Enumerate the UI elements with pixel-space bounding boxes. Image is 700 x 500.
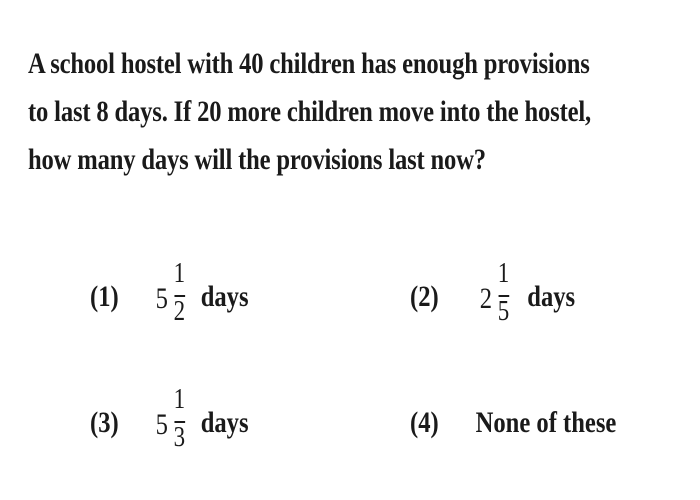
option-2-denominator: 5 bbox=[497, 296, 510, 327]
option-2-unit: days bbox=[527, 280, 576, 313]
option-3-whole: 5 bbox=[155, 408, 168, 441]
option-4-text: None of these bbox=[475, 406, 617, 439]
option-2-label: (2) bbox=[410, 280, 439, 313]
option-4-label: (4) bbox=[410, 406, 439, 439]
question-line-3: how many days will the provisions last now? bbox=[28, 143, 486, 176]
question-line-2: to last 8 days. If 20 more children move into the hostel, bbox=[28, 95, 592, 128]
option-3-label: (3) bbox=[90, 406, 119, 439]
option-1-label: (1) bbox=[90, 280, 119, 313]
option-2-whole: 2 bbox=[479, 282, 492, 315]
option-3-numerator: 1 bbox=[173, 384, 186, 415]
option-1-unit: days bbox=[200, 280, 249, 313]
option-3-denominator: 3 bbox=[173, 422, 186, 453]
option-1-whole: 5 bbox=[155, 282, 168, 315]
question-text bbox=[28, 40, 592, 184]
question-line-1: A school hostel with 40 children has enough provisions bbox=[28, 47, 590, 80]
option-3-unit: days bbox=[200, 406, 249, 439]
option-1-denominator: 2 bbox=[173, 296, 186, 327]
option-2-numerator: 1 bbox=[497, 258, 510, 289]
option-1-numerator: 1 bbox=[173, 258, 186, 289]
